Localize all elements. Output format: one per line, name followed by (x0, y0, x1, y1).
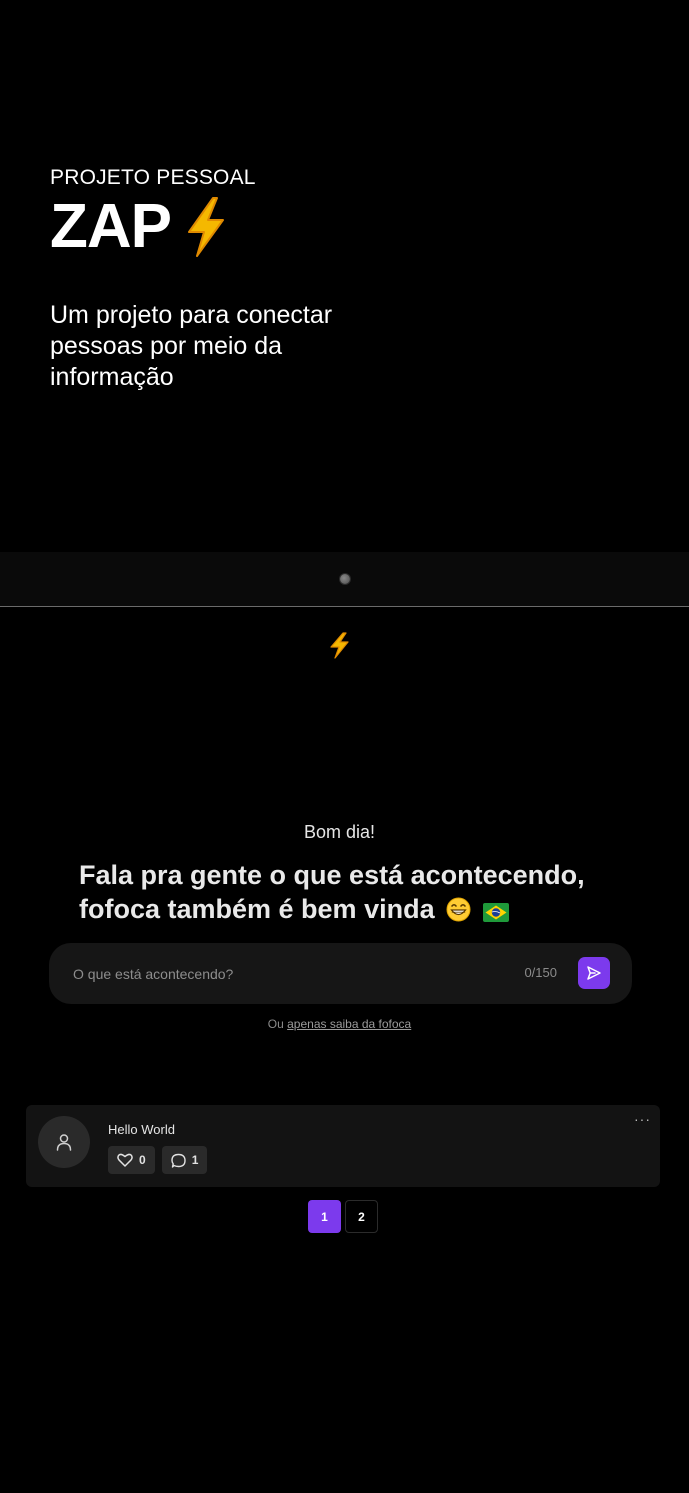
more-options-icon[interactable]: ··· (634, 1111, 651, 1127)
user-icon (56, 1133, 72, 1151)
char-count: 0/150 (524, 965, 557, 980)
like-button[interactable] (108, 1146, 155, 1174)
send-icon (586, 965, 602, 981)
pagination (308, 1200, 378, 1233)
headline (79, 858, 639, 930)
greeting: Bom dia! (303, 822, 376, 842)
comment-icon (171, 1153, 186, 1168)
hero-description: Um projeto para conectar pessoas por meio da informação (50, 301, 333, 391)
heart-icon (117, 1153, 133, 1167)
hero-section (50, 166, 410, 393)
grinning-face-icon (446, 896, 471, 930)
lightning-bolt-icon[interactable] (328, 632, 352, 664)
comment-count: 1 (191, 1153, 199, 1167)
brazil-flag-icon (483, 896, 509, 930)
hero-eyebrow: PROJETO PESSOAL (50, 166, 256, 189)
hero-title-text: ZAP (50, 192, 171, 261)
gossip-prompt (0, 1017, 679, 1031)
avatar[interactable] (38, 1116, 90, 1168)
hero-title (50, 192, 410, 262)
gossip-link[interactable]: apenas saiba da fofoca (287, 1017, 412, 1031)
headline-text: Fala pra gente o que está acontecendo, fofoca também é bem vinda (79, 860, 585, 924)
top-bar (0, 552, 689, 607)
post-actions (108, 1146, 207, 1174)
page-button-2[interactable]: 2 (345, 1200, 378, 1233)
post-text: Hello World (108, 1122, 175, 1137)
gossip-prefix: Ou (267, 1017, 284, 1031)
status-dot-icon (340, 574, 350, 584)
like-count: 0 (139, 1153, 146, 1167)
post-composer (49, 943, 632, 1004)
post-input[interactable] (71, 961, 495, 987)
page-button-1[interactable]: 1 (308, 1200, 341, 1233)
send-button[interactable] (578, 957, 610, 989)
post-card (26, 1105, 660, 1187)
lightning-bolt-icon (183, 196, 229, 258)
comment-button[interactable] (162, 1146, 208, 1174)
